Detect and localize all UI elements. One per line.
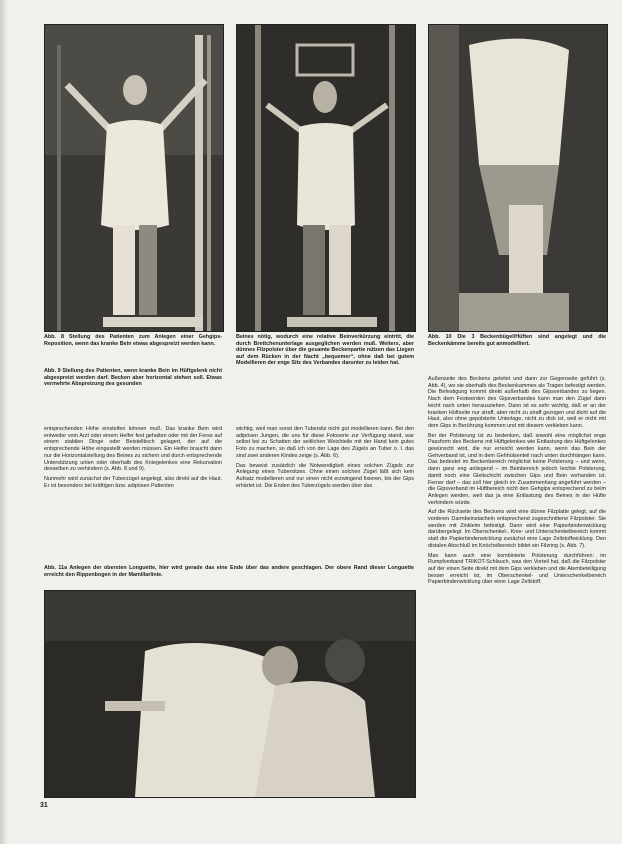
page-binding-shadow — [0, 0, 8, 844]
body-paragraph: Außenseite des Beckens geleitet und dann zur Gegenseite geführt (s. Abb. 4), wo sie oberhalb des Beckenkammes als Tragen befestigt werden. Die Befestigung kommt direkt außerhalb des Gipsverbandes zu liegen. Nach dem Festwerden des Gipsverbandes kann man den Zügel dann leicht nach unten herausziehen. Dann ist es sehr wichtig, daß er an der kranken Hüftseite nur straff, aber nicht zu straff gezogen und dicht auf die Haut, also ohne gepolsterte Unterlage, nicht zu dick ist, weil er nicht mit dem Gips in Berührung kommen und mit diesem verkleben kann. — [428, 376, 606, 429]
body-paragraph: wichtig, weil man sonst den Tubersitz nicht gut modellieren kann. Bei den adipösen Jungen, die uns für diese Fotoserie zur Verfügung stand, war selbst bei zu Schatten der seitlichen Weichteile mit der Hand kein gutes Foto zu machen, so daß ich von der Lage des Zügels an Tuber o. I. das sind zwei anderen Kindes zeige (s. Abb. 6). — [236, 426, 414, 459]
photo-fig9 — [236, 24, 416, 332]
body-paragraph: Bei der Polsterung ist zu bedenken, daß sowohl eine möglichst enge Passform des Beckens mit Hüftgelenkes wie Entlastung des Hüftgelenkes gewünscht wird, die nur erreicht werden kann, wenn das Bein der Gehverband ist, und in dem Gehhülsenteil nach unten durchhängen kann. Das bedeutet im Beckenbereich möglichst keine Polsterung – und wenn, dann ganz eng anliegend – im Beinbereich jedoch leichte Polsterung, damit noch eine Gleitschicht zwischen Gips und Bein vorhanden ist. Ferner darf – das soll hier gleich im Zusammenhang angeführt werden – die Gipsverband im Hüftbereich nicht den Gehgips entsprechend zu beim Anlegen werden, weil das ja eine Entlastung des Beines in der Hüfte verhindern würde. — [428, 432, 606, 506]
caption-fig9: Abb. 9 Stellung des Patienten, wenn kranke Bein im Hüftgelenk nicht abgespreizt werden darf. Becken aber horizontal stehen soll. Etwas vermehrte Abspreizung des gesunden — [44, 368, 222, 388]
body-paragraph: Man kann auch eine kombinierte Polsterung durchführen: im Rumpfverband TRIKOT-Schlauch, was den Vorteil hat, daß die Filzpolster auf der einen Seite direkt mit dem Gips verkleben und die Atembeteiligung besser erreicht ist, im Oberschenkel- und Unterschenkelbereich Papierbindenwicklung über einer Lage Zellstoff. — [428, 552, 606, 586]
body-column-right — [428, 376, 606, 589]
caption-fig10: Abb. 10 Die 3 Beckenbügel/Hüften sind angelegt und die Beckenkämme bereits gut anmodelliert. — [428, 334, 606, 347]
body-paragraph: entsprechenden Höhe einsteifen können muß. Das kranke Bein wird entweder vom Arzt oder einem Helfer fest gehalten oder mit der Ferse auf einem stabilen Dinge oder Beistelltisch gelagert, der auf die entsprechende Höhe eingestellt werden müssen. Ein Helfer braucht dann nur die Horizontalstellung des Beines zu sichern und durch entsprechende Unterstützung unten oder oberhalb des Kniegelenkes eine Rekurvation desselben zu verhindern (s. Abb. 8 und 9). — [44, 426, 222, 473]
caption-fig11: Abb. 11a Anlegen der obersten Longuette, hier wird gerade das eine Ende über das andere geschlagen. Der obere Rand dieser Longuette erreicht den Rippenbogen in der Mamillarlinie. — [44, 565, 414, 578]
caption-fig9-continued: Beines nötig, wodurch eine relative Beinverkürzung eintritt, die durch Brettchenunterlage ausgeglichen werden muß. Weiters, aber dünnes Filzpolster über die gesamte Beckenpartie nützen das Liegen auf dem Rücken in der Nacht „bequemer“, ohne daß bei gutem Modellieren der enge Sitz des Verbandes darunter zu leiden hat. — [236, 334, 414, 367]
body-column-middle — [236, 426, 414, 492]
page-number: 31 — [40, 802, 48, 809]
photo-fig11 — [44, 590, 416, 798]
photo-fig10 — [428, 24, 608, 332]
photo-fig8 — [44, 24, 224, 332]
body-column-left — [44, 426, 222, 492]
caption-fig8: Abb. 8 Stellung des Patienten zum Anlegen einer Gehgips-Reposition, wenn das kranke Bein etwas abgespreizt werden kann. — [44, 334, 222, 347]
body-paragraph: Nunmehr wird zunächst der Tuberzügel angelegt, also direkt auf die Haut. Er ist besonders bei kräftigen bzw. adipösen Patienten — [44, 475, 222, 489]
body-paragraph: Das beweist zusätzlich die Notwendigkeit eines solchen Zügels zur Anlegung eines Tubersitzes. Ohne einen solchen Zügel läßt sich kein Aufsatz modellieren und nur einen nicht erzwingend fixieren, bis der Gips erhärtet ist. Die Enden des Tuberzügels werden über das — [236, 462, 414, 489]
body-paragraph: Auf die Rückseite des Beckens wird eine dünne Filzplatte gelegt, auf die vorderen Darmbeinstacheln entsprechend zugeschnittene Filzpolster. Sie werden mit Zinkleim befestigt. Dann wird eine Papierbindenwicklung darübergelegt. Im Oberschenkel-, Knie- und Unterschenkelbereich kommt statt die Papierbindenwicklung zunächst eine Lage Zellstoffwicklung. Den distalen Abschluß im Knöchelbereich bildet ein Filzring (s. Abb. 7). — [428, 509, 606, 549]
